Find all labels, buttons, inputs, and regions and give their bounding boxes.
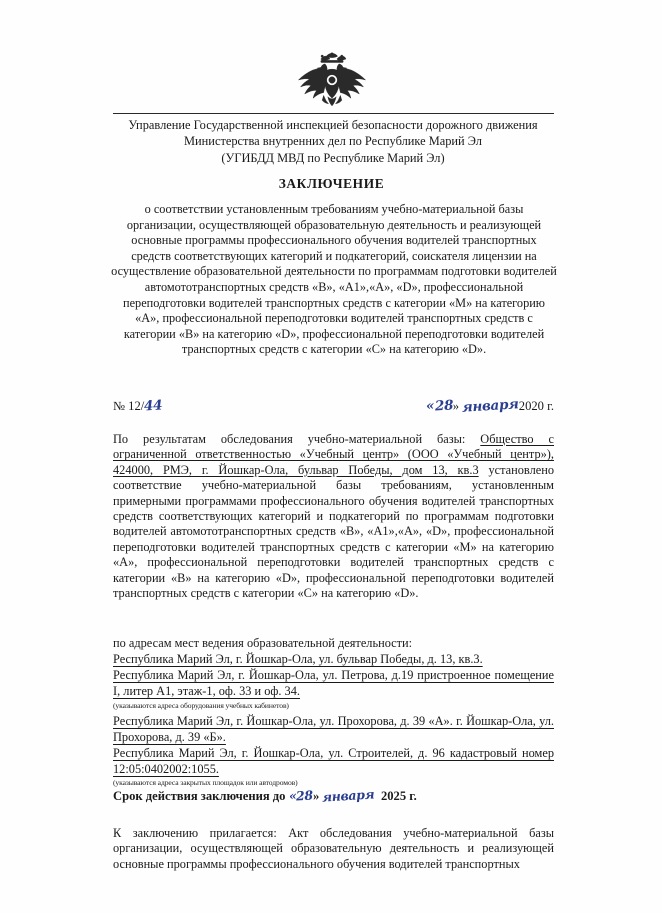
list-item: Республика Марий Эл, г. Йошкар-Ола, ул. Петрова, д.19 пристроенное помещение I, литер А1, этаж-1, оф. 33 и оф. 34.	[113, 668, 554, 699]
validity-day-handwritten: 28	[295, 787, 314, 804]
validity-year-printed: 2025 г.	[380, 789, 417, 803]
validity-quote-close: »	[312, 789, 320, 803]
body-underlined-entity: Общество с ограниченной ответственностью «Учебный центр» (ООО «Учебный центр»), 424000, РМЭ, г. Йошкар-Ола, бульвар Победы, дом 13, кв.3	[113, 432, 554, 477]
validity-prefix: Срок действия заключения до	[113, 789, 289, 803]
org-title-line-3: (УГИБДД МВД по Республике Марий Эл)	[221, 150, 445, 165]
document-number-label: № 12/	[113, 399, 145, 413]
list-item: Республика Марий Эл, г. Йошкар-Ола, ул. Прохорова, д. 39 «А». г. Йошкар-Ола, ул. Прохорова, д. 39 «Б».	[113, 713, 554, 744]
date-quote-close: »	[452, 399, 460, 413]
page-title: ЗАКЛЮЧЕНИЕ	[278, 176, 385, 191]
address-caption: (указываются адреса закрытых площадок или автодромов)	[113, 778, 298, 788]
list-item: Республика Марий Эл, г. Йошкар-Ола, ул. Строителей, д. 96 кадастровый номер 12:05:0402002:1055.	[113, 746, 554, 777]
list-item: Республика Марий Эл, г. Йошкар-Ола, ул. бульвар Победы, д. 13, кв.3.	[113, 652, 483, 666]
validity-period-line	[113, 788, 554, 804]
russian-mvd-eagle-emblem	[289, 52, 375, 108]
address-caption: (указываются адреса оборудования учебных кабинетов)	[113, 700, 289, 710]
document-number-handwritten: 44	[143, 397, 163, 415]
org-title-line-2: Министерства внутренних дел по Республике Марий Эл	[184, 134, 482, 149]
date-quote-open: «	[425, 397, 436, 415]
date-year-printed: 2020 г.	[518, 399, 554, 413]
closing-paragraph: К заключению прилагается: Акт обследования учебно-материальной базы организации, осуществляющей образовательную деятельность и реализующей основные программы профессионального обучения водителей транспортных	[113, 826, 554, 871]
document-preamble: о соответствии установленным требованиям учебно-материальной базы организации, осуществляющей образовательную деятельность и реализующей основные программы профессионального обучения водителей транспортных средств соответствующих категорий и подкатегорий, соискателя лицензии на осуществление образовательной деятельности по программам подготовки водителей автомототранспортных средств «В», «А1»,«А», «D», профессиональной переподготовки водителей транспортных средств с категории «М» на категорию «А», профессиональной переподготовки водителей транспортных средств с категории «В» на категорию «D», профессиональной переподготовки водителей транспортных средств с категории «С» на категорию «D».	[111, 202, 557, 357]
addresses-intro: по адресам мест ведения образовательной деятельности:	[113, 636, 413, 650]
document-date	[426, 398, 554, 414]
emblem-container	[0, 52, 663, 113]
validity-quote-open: «	[288, 787, 297, 804]
org-title-line-1: Управление Государственной инспекцией безопасности дорожного движения	[128, 118, 538, 132]
body-main-paragraph	[113, 432, 554, 601]
number-and-date-line	[113, 398, 554, 420]
date-month-handwritten: января	[461, 396, 520, 416]
body-intro-text: По результатам обследования учебно-материальной базы:	[113, 432, 481, 446]
header-divider	[113, 113, 554, 114]
organization-title	[96, 117, 570, 166]
body-rest-text: установлено соответствие учебно-материальной базы требованиям, установленным примерными программами профессионального обучения водителей транспортных средств соответствующих категорий и подкатегорий по программам подготовки водителей автомототранспортных средств «В», «А1»,«А», «D», профессиональной переподготовки водителей транспортных средств с категории «М» на категорию «А», профессиональной переподготовки водителей транспортных средств с категории «В» на категорию «D», профессиональной переподготовки водителей транспортных средств с категории «С» на категорию «D».	[113, 462, 555, 601]
document-number	[113, 398, 162, 414]
date-day-handwritten: 28	[434, 397, 454, 415]
addresses-list	[113, 651, 554, 790]
validity-month-handwritten: января	[321, 786, 376, 805]
